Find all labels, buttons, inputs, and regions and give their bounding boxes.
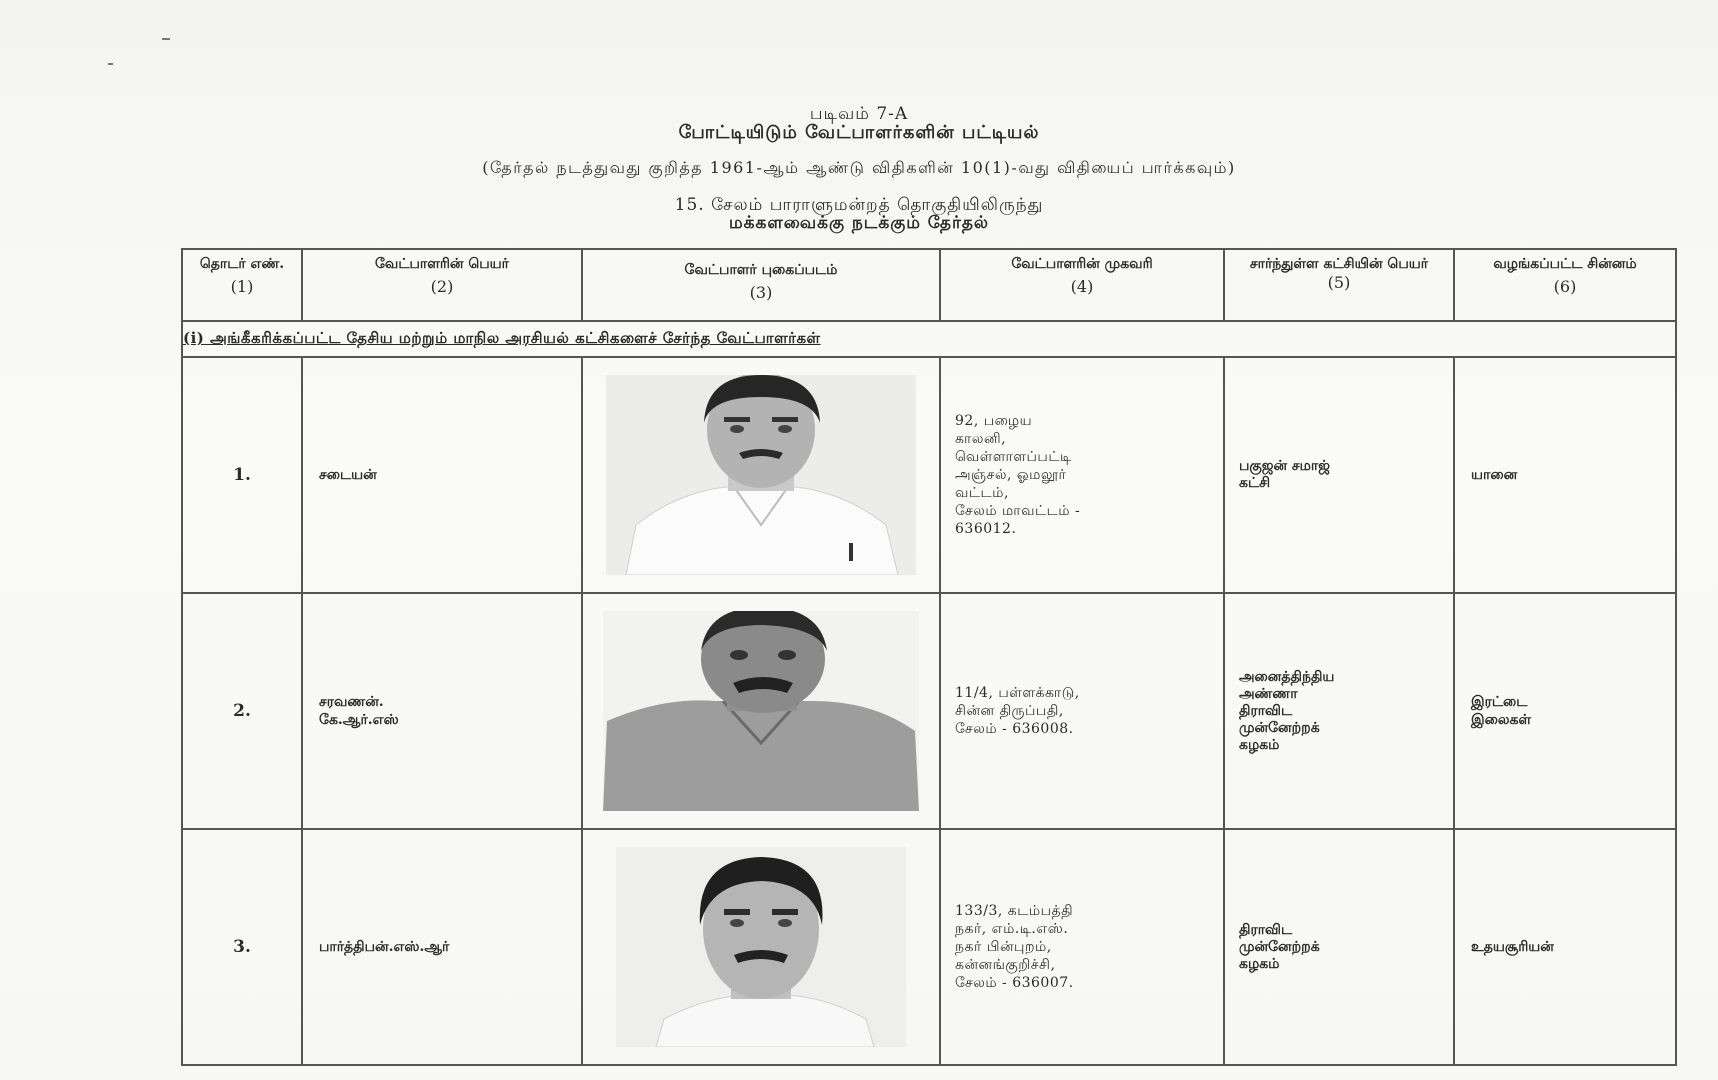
table-row [182, 593, 1676, 829]
table-row [182, 829, 1676, 1065]
candidates-table [181, 248, 1677, 1066]
rule-reference: (தேர்தல் நடத்துவது குறித்த 1961-ஆம் ஆண்டு விதிகளின் 10(1)-வது விதியைப் பார்க்கவும்) [482, 158, 1236, 177]
allotted-symbol: இரட்டை இலைகள் [1454, 593, 1676, 829]
form-label: படிவம் 7-A [809, 104, 909, 124]
document-title: போட்டியிடும் வேட்பாளர்களின் பட்டியல் [678, 122, 1040, 143]
header-serial: தொடர் எண். (1) [182, 249, 302, 321]
candidate-photo-image [616, 847, 906, 1047]
serial-number: 2. [182, 593, 302, 829]
candidate-photo [582, 829, 940, 1065]
candidate-name: சடையன் [302, 357, 582, 593]
serial-number: 1. [182, 357, 302, 593]
header-photo: வேட்பாளர் புகைப்படம் (3) [582, 249, 940, 321]
section-heading-row [182, 321, 1676, 357]
serial-number: 3. [182, 829, 302, 1065]
candidate-photo [582, 357, 940, 593]
header-symbol: வழங்கப்பட்ட சின்னம் (6) [1454, 249, 1676, 321]
scan-speck [162, 38, 170, 40]
candidate-address: 92, பழைய காலனி, வெள்ளாளப்பட்டி அஞ்சல், ஓமலூர் வட்டம், சேலம் மாவட்டம் - 636012. [940, 357, 1224, 593]
allotted-symbol: யானை [1454, 357, 1676, 593]
candidate-photo [582, 593, 940, 829]
table-row [182, 357, 1676, 593]
allotted-symbol: உதயசூரியன் [1454, 829, 1676, 1065]
scan-speck [108, 63, 113, 65]
header-address: வேட்பாளரின் முகவரி (4) [940, 249, 1224, 321]
table-header-row [182, 249, 1676, 321]
candidate-name: பார்த்திபன்.எஸ்.ஆர் [302, 829, 582, 1065]
header-party: சார்ந்துள்ள கட்சியின் பெயர் (5) [1224, 249, 1454, 321]
section-heading: (i) அங்கீகரிக்கப்பட்ட தேசிய மற்றும் மாநில அரசியல் கட்சிகளைச் சேர்ந்த வேட்பாளர்கள் [182, 321, 1676, 357]
candidate-address: 11/4, பள்ளக்காடு, சின்ன திருப்பதி, சேலம் - 636008. [940, 593, 1224, 829]
party-name: அனைத்திந்திய அண்ணா திராவிட முன்னேற்றக் கழகம் [1224, 593, 1454, 829]
party-name: பகுஜன் சமாஜ் கட்சி [1224, 357, 1454, 593]
party-name: திராவிட முன்னேற்றக் கழகம் [1224, 829, 1454, 1065]
election-line: மக்களவைக்கு நடக்கும் தேர்தல் [728, 213, 990, 233]
candidate-address: 133/3, கடம்பத்தி நகர், எம்.டி.எஸ். நகர் பின்புறம், கன்னங்குறிச்சி, சேலம் - 636007. [940, 829, 1224, 1065]
constituency-line: 15. சேலம் பாராளுமன்றத் தொகுதியிலிருந்து [674, 195, 1044, 215]
candidate-name: சரவணன். கே.ஆர்.எஸ் [302, 593, 582, 829]
header-name: வேட்பாளரின் பெயர் (2) [302, 249, 582, 321]
candidate-photo-image [606, 375, 916, 575]
candidate-photo-image [603, 611, 919, 811]
